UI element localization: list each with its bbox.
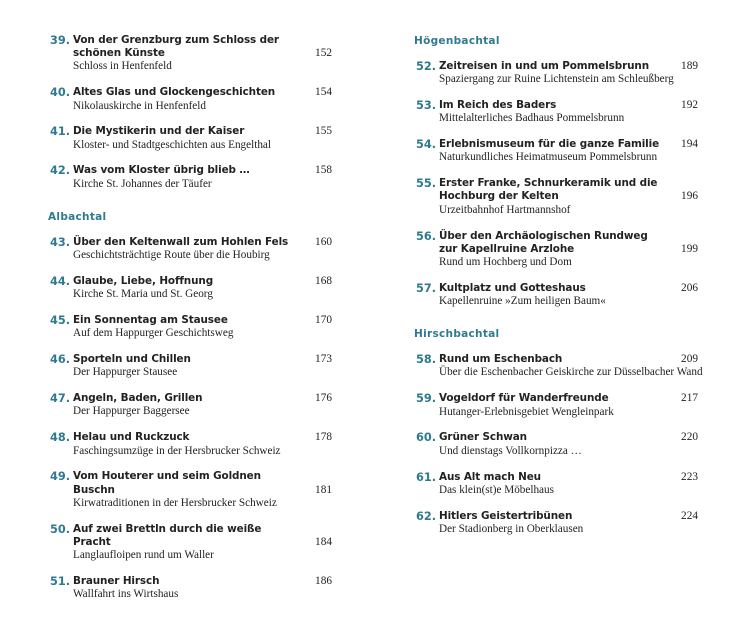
entry-number: 52. <box>415 60 436 73</box>
entry-number: 58. <box>415 353 436 367</box>
entry-subtitle: Schloss in Henfenfeld <box>73 60 172 73</box>
entry-page-number: 160 <box>315 235 332 248</box>
entry-subtitle: Kloster- und Stadtgeschichten aus Engelthal <box>73 138 271 151</box>
entry-number: 39. <box>49 34 70 47</box>
entry-number: 45. <box>49 314 70 328</box>
entry-title: Altes Glas und Glockengeschichten <box>73 86 276 99</box>
toc-entry[interactable] <box>48 275 332 301</box>
entry-page-number: 158 <box>315 164 332 177</box>
toc-entry[interactable] <box>48 86 332 112</box>
entry-subtitle: Spaziergang zur Ruine Lichtenstein am Schleußberg <box>439 73 674 86</box>
toc-section <box>48 34 332 191</box>
entry-page-number: 173 <box>315 353 332 366</box>
entry-title: Glaube, Liebe, Hoffnung <box>73 274 214 287</box>
entry-title: Auf zwei Brettln durch die weiße Pracht <box>73 522 262 548</box>
toc-entry[interactable] <box>48 34 332 74</box>
entry-page-number: 154 <box>315 86 332 99</box>
entry-page-number: 217 <box>681 392 698 405</box>
entry-page-number: 176 <box>315 392 332 405</box>
entry-title: Hitlers Geistertribünen <box>439 509 573 522</box>
toc-section <box>414 327 703 536</box>
entry-subtitle: Rund um Hochberg und Dom <box>439 255 572 268</box>
entry-subtitle: Nikolauskirche in Henfenfeld <box>73 99 206 112</box>
entry-title: Helau und Ruckzuck <box>73 431 190 444</box>
toc-entry[interactable] <box>414 138 698 164</box>
entry-number: 51. <box>49 575 70 589</box>
entry-title: Ein Sonnentag am Stausee <box>73 314 228 327</box>
entry-subtitle: Und dienstags Vollkornpizza … <box>439 444 582 457</box>
entry-page-number: 155 <box>315 125 332 138</box>
entry-subtitle: Kirwatraditionen in der Hersbrucker Schweiz <box>73 496 277 509</box>
toc-right-column <box>414 34 703 555</box>
entry-page-number: 192 <box>681 99 698 112</box>
toc-entry[interactable] <box>414 431 698 457</box>
entry-subtitle: Das klein(st)e Möbelhaus <box>439 483 554 496</box>
toc-entry[interactable] <box>414 471 698 497</box>
entry-number: 50. <box>49 522 70 536</box>
entry-number: 54. <box>415 138 436 152</box>
entry-number: 44. <box>49 274 70 288</box>
entry-title: Aus Alt mach Neu <box>439 470 541 483</box>
entry-page-number: 186 <box>315 575 332 588</box>
entry-subtitle: Kapellenruine »Zum heiligen Baum« <box>439 295 606 308</box>
section-heading: Högenbachtal <box>414 35 500 47</box>
entry-title: Erster Franke, Schnurkeramik und die Hochburg der Kelten <box>439 177 658 203</box>
entry-title: Sporteln und Chillen <box>73 353 191 366</box>
entry-subtitle: Auf dem Happurger Geschichtsweg <box>73 327 234 340</box>
toc-entry[interactable] <box>414 177 698 217</box>
entry-subtitle: Mittelalterliches Badhaus Pommelsbrunn <box>439 112 625 125</box>
entry-title: Vom Houterer und seim Goldnen Buschn <box>73 470 261 496</box>
entry-number: 59. <box>415 392 436 406</box>
entry-subtitle: Urzeitbahnhof Hartmannshof <box>439 203 571 216</box>
toc-entry[interactable] <box>48 164 332 190</box>
entry-subtitle: Über die Eschenbacher Geiskirche zur Düsselbacher Wand <box>439 366 703 379</box>
entry-page-number: 181 <box>315 483 332 496</box>
entry-number: 53. <box>415 99 436 113</box>
entry-page-number: 220 <box>681 431 698 444</box>
entry-subtitle: Der Happurger Baggersee <box>73 405 190 418</box>
entry-page-number: 194 <box>681 138 698 151</box>
entry-subtitle: Wallfahrt ins Wirtshaus <box>73 588 179 601</box>
entry-page-number: 168 <box>315 274 332 287</box>
entry-subtitle: Der Stadionberg in Oberklausen <box>439 522 584 535</box>
entry-subtitle: Naturkundliches Heimatmuseum Pommelsbrunn <box>439 151 658 164</box>
entry-title: Über den Keltenwall zum Hohlen Fels <box>73 235 289 248</box>
toc-entry[interactable] <box>48 575 332 601</box>
toc-entry[interactable] <box>414 510 698 536</box>
entry-title: Zeitreisen in und um Pommelsbrunn <box>439 60 650 72</box>
entry-title: Die Mystikerin und der Kaiser <box>73 125 245 138</box>
toc-entry[interactable] <box>414 392 698 418</box>
entry-title: Angeln, Baden, Grillen <box>73 392 203 405</box>
entry-title: Grüner Schwan <box>439 431 527 444</box>
entry-page-number: 170 <box>315 314 332 327</box>
entry-title: Erlebnismuseum für die ganze Familie <box>439 138 660 151</box>
entry-page-number: 184 <box>315 535 332 548</box>
entry-number: 62. <box>415 509 436 523</box>
toc-entry[interactable] <box>414 353 703 379</box>
entry-page-number: 199 <box>681 242 698 255</box>
entry-page-number: 209 <box>681 353 698 366</box>
toc-entry[interactable] <box>414 60 698 86</box>
entry-number: 41. <box>49 125 70 139</box>
toc-entry[interactable] <box>48 314 332 340</box>
entry-page-number: 152 <box>315 47 332 60</box>
entry-page-number: 223 <box>681 470 698 483</box>
toc-entry[interactable] <box>48 353 332 379</box>
entry-subtitle: Geschichtsträchtige Route über die Houbirg <box>73 249 270 262</box>
entry-subtitle: Kirche St. Johannes der Täufer <box>73 177 212 190</box>
section-heading: Albachtal <box>48 210 107 223</box>
entry-title: Rund um Eschenbach <box>439 353 563 366</box>
entry-page-number: 178 <box>315 431 332 444</box>
entry-subtitle: Hutanger-Erlebnisgebiet Wengleinpark <box>439 405 614 418</box>
toc-entry[interactable] <box>48 523 332 563</box>
entry-title: Vogeldorf für Wanderfreunde <box>439 392 609 405</box>
entry-title: Im Reich des Baders <box>439 99 557 112</box>
entry-number: 48. <box>49 431 70 445</box>
section-heading: Hirschbachtal <box>414 328 500 341</box>
entry-title: Was vom Kloster übrig blieb … <box>73 164 250 177</box>
toc-left-column <box>48 34 332 617</box>
entry-subtitle: Der Happurger Stausee <box>73 366 178 379</box>
entry-number: 40. <box>49 86 70 100</box>
toc-entry[interactable] <box>414 230 698 270</box>
toc-entry[interactable] <box>414 282 698 308</box>
entry-number: 61. <box>415 470 436 484</box>
entry-title: Brauner Hirsch <box>73 575 160 588</box>
entry-subtitle: Langlaufloipen rund um Waller <box>73 549 214 562</box>
toc-entry[interactable] <box>48 470 332 510</box>
entry-subtitle: Faschingsumzüge in der Hersbrucker Schweiz <box>73 444 281 457</box>
toc-entry[interactable] <box>48 236 332 262</box>
entry-title: Kultplatz und Gotteshaus <box>439 281 586 294</box>
entry-number: 42. <box>49 164 70 178</box>
entry-page-number: 206 <box>681 281 698 294</box>
entry-number: 60. <box>415 431 436 445</box>
entry-title: Von der Grenzburg zum Schloss der schönen Künste <box>73 34 279 60</box>
toc-section <box>414 34 698 308</box>
entry-number: 57. <box>415 281 436 295</box>
entry-number: 55. <box>415 177 436 191</box>
entry-subtitle: Kirche St. Maria und St. Georg <box>73 288 213 301</box>
toc-entry[interactable] <box>48 125 332 151</box>
entry-page-number: 189 <box>681 60 698 72</box>
entry-number: 49. <box>49 470 70 484</box>
toc-entry[interactable] <box>414 99 698 125</box>
entry-number: 46. <box>49 353 70 367</box>
entry-page-number: 196 <box>681 190 698 203</box>
entry-number: 56. <box>415 229 436 243</box>
toc-entry[interactable] <box>48 392 332 418</box>
entry-page-number: 224 <box>681 509 698 522</box>
entry-number: 43. <box>49 235 70 249</box>
toc-entry[interactable] <box>48 431 332 457</box>
entry-number: 47. <box>49 392 70 406</box>
toc-section <box>48 210 332 602</box>
entry-title: Über den Archäologischen Rundweg zur Kapellruine Arzlohe <box>439 229 648 255</box>
